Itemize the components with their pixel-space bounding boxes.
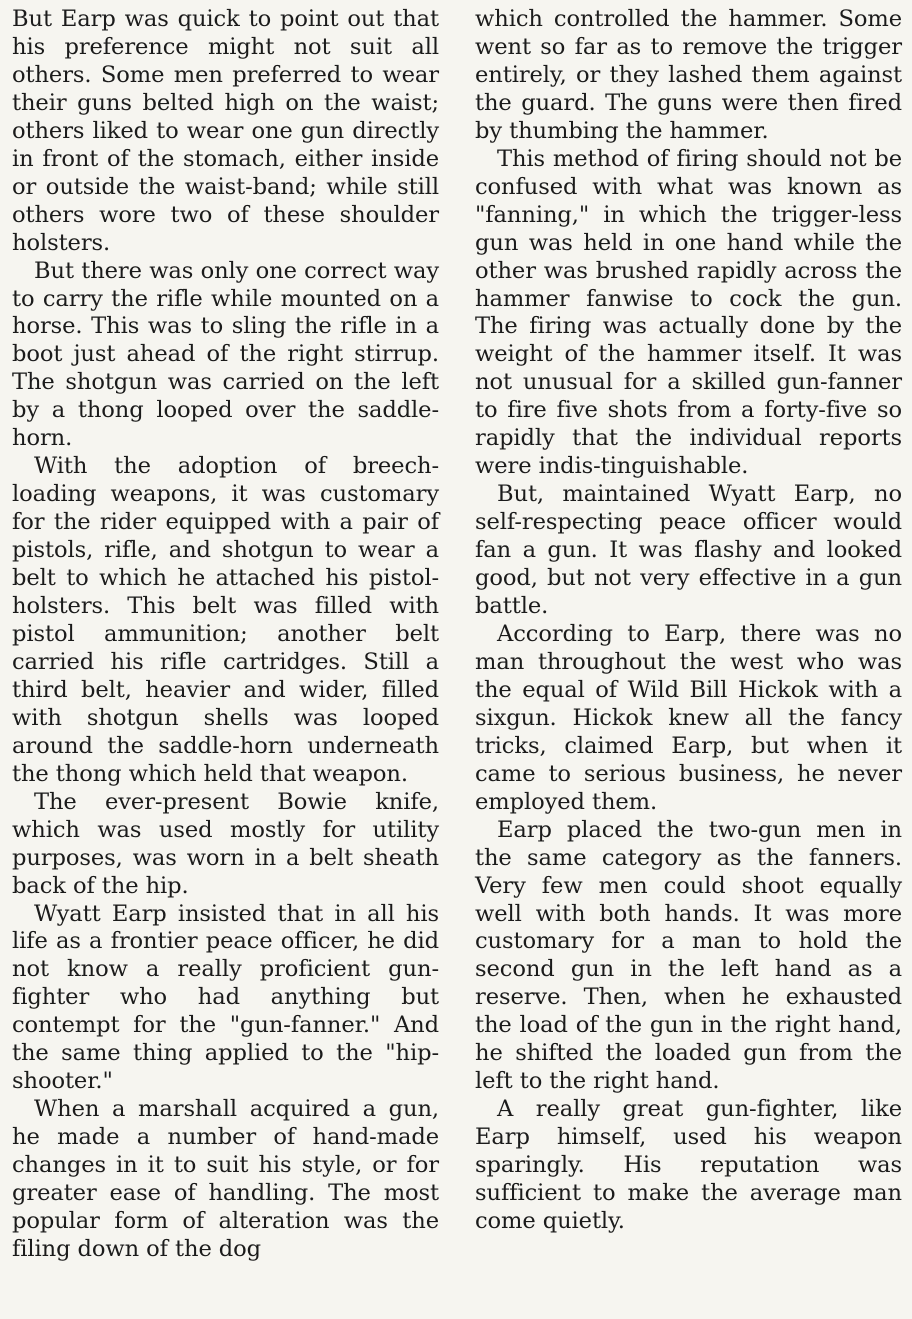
paragraph: But there was only one correct way to carry the rifle while mounted on a horse. This was to sling the rifle in a boot just ahead of the right stirrup. The shotgun was carried on the left by a thong looped over the saddle-horn. [12,257,439,452]
article-body [12,6,902,1264]
left-column [12,6,439,1264]
paragraph: But Earp was quick to point out that his preference might not suit all others. Some men preferred to wear their guns belted high on the waist; others liked to wear one gun directly in front of the stomach, either inside or outside the waist-band; while still others wore two of these shoulder holsters. [12,6,439,256]
paragraph: But, maintained Wyatt Earp, no self-respecting peace officer would fan a gun. It was flashy and looked good, but not very effective in a gun battle. [475,481,902,620]
paragraph: which controlled the hammer. Some went so far as to remove the trigger entirely, or they lashed them against the guard. The guns were then fired by thumbing the hammer. [475,6,902,144]
paragraph: This method of firing should not be confused with what was known as "fanning," in which the trigger-less gun was held in one hand while the other was brushed rapidly across the hammer fanwise to cock the gun. The firing was actually done by the weight of the hammer itself. It was not unusual for a skilled gun-fanner to fire five shots from a forty-five so rapidly that the individual reports were indis-tinguishable. [475,145,902,480]
paragraph: Earp placed the two-gun men in the same category as the fanners. Very few men could shoot equally well with both hands. It was more customary for a man to hold the second gun in the left hand as a reserve. Then, when he exhausted the load of the gun in the right hand, he shifted the loaded gun from the left to the right hand. [475,816,902,1095]
paragraph: When a marshall acquired a gun, he made a number of hand-made changes in it to suit his style, or for greater ease of handling. The most popular form of alteration was the filing down of the dog [12,1096,439,1262]
paragraph: With the adoption of breech-loading weapons, it was customary for the rider equipped with a pair of pistols, rifle, and shotgun to wear a belt to which he attached his pistol-holsters. This belt was filled with pistol ammunition; another belt carried his rifle cartridges. Still a third belt, heavier and wider, filled with shotgun shells was looped around the saddle-horn underneath the thong which held that weapon. [12,453,439,787]
right-column [475,6,902,1264]
paragraph: According to Earp, there was no man throughout the west who was the equal of Wild Bill Hickok with a sixgun. Hickok knew all the fancy tricks, claimed Earp, but when it came to serious business, he never employed them. [475,620,902,815]
paragraph: The ever-present Bowie knife, which was used mostly for utility purposes, was worn in a belt sheath back of the hip. [12,788,439,899]
paragraph: A really great gun-fighter, like Earp himself, used his weapon sparingly. His reputation was sufficient to make the average man come quietly. [475,1096,902,1234]
paragraph: Wyatt Earp insisted that in all his life as a frontier peace officer, he did not know a really proficient gun-fighter who had anything but contempt for the "gun-fanner." And the same thing applied to the "hip-shooter." [12,900,439,1095]
